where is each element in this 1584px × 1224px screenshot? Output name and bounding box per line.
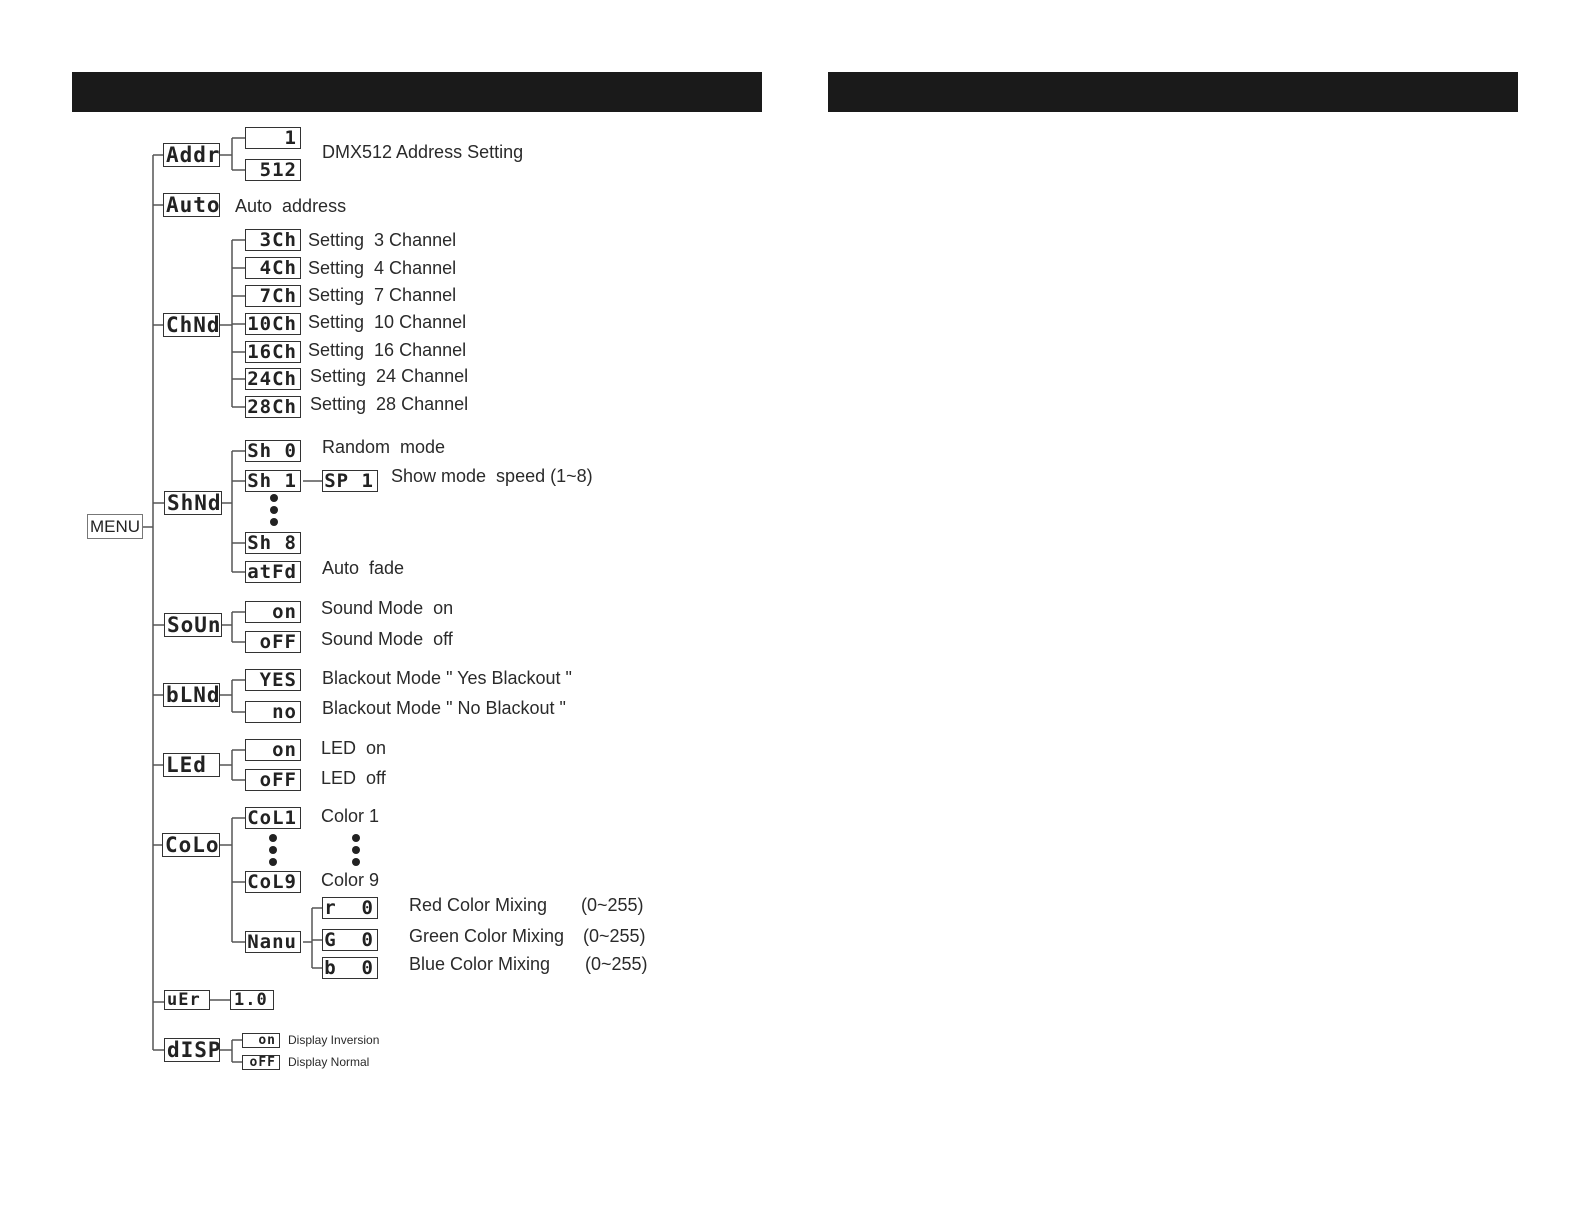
disp-off-label: Display Normal: [288, 1055, 370, 1069]
disp-display: dISP: [164, 1038, 220, 1062]
chnd-option-display: 7Ch: [245, 285, 301, 307]
led-display: LEd: [163, 753, 220, 777]
soun-display: SoUn: [164, 613, 222, 637]
led-off-display: oFF: [245, 769, 301, 791]
ellipsis-dot: [352, 834, 360, 842]
sh0-display: Sh 0: [245, 440, 301, 462]
shnd-display: ShNd: [164, 491, 222, 515]
auto-display: Auto: [163, 193, 220, 217]
disp-off-display: oFF: [242, 1055, 280, 1070]
ellipsis-dot: [270, 518, 278, 526]
addr-first-display: 1: [245, 127, 301, 149]
sh0-label: Random mode: [322, 437, 446, 457]
chnd-display: ChNd: [163, 313, 220, 337]
menu-root: MENU: [87, 514, 143, 539]
addr-display: Addr: [163, 143, 220, 167]
red-mix-label: Red Color Mixing: [409, 895, 548, 915]
blnd-display: bLNd: [163, 683, 220, 707]
sh1-speed-display: SP 1: [322, 470, 378, 492]
disp-on-display: on: [242, 1033, 280, 1048]
sh1-display: Sh 1: [245, 470, 301, 492]
color1-display: CoL1: [245, 807, 301, 829]
chnd-option-label: Setting 4 Channel: [308, 258, 457, 278]
red-mix-display: r 0: [322, 897, 378, 919]
blue-mix-range: (0~255): [585, 954, 648, 974]
chnd-option-label: Setting 7 Channel: [308, 285, 457, 305]
green-mix-range: (0~255): [583, 926, 646, 946]
ver-display: uEr: [164, 990, 210, 1010]
ellipsis-dot: [269, 846, 277, 854]
addr-label: DMX512 Address Setting: [322, 142, 524, 162]
led-off-label: LED off: [321, 768, 386, 788]
red-mix-range: (0~255): [581, 895, 644, 915]
addr-last-display: 512: [245, 159, 301, 181]
chnd-option-label: Setting 10 Channel: [308, 312, 467, 332]
color9-label: Color 9: [321, 870, 380, 890]
led-on-label: LED on: [321, 738, 387, 758]
blue-mix-display: b 0: [322, 957, 378, 979]
sound-off-display: oFF: [245, 631, 301, 653]
chnd-option-display: 10Ch: [245, 313, 301, 335]
ellipsis-dot: [270, 506, 278, 514]
sh8-display: Sh 8: [245, 532, 301, 554]
blackout-no-label: Blackout Mode " No Blackout ": [322, 698, 566, 718]
sound-on-display: on: [245, 601, 301, 623]
ver-value-display: 1.0: [230, 990, 274, 1010]
color9-display: CoL9: [245, 871, 301, 893]
chnd-option-display: 28Ch: [245, 396, 301, 418]
blackout-yes-label: Blackout Mode " Yes Blackout ": [322, 668, 572, 688]
chnd-option-display: 3Ch: [245, 229, 301, 251]
green-mix-display: G 0: [322, 929, 378, 951]
ellipsis-dot: [352, 846, 360, 854]
led-on-display: on: [245, 739, 301, 761]
green-mix-label: Green Color Mixing: [409, 926, 565, 946]
chnd-option-label: Setting 3 Channel: [308, 230, 457, 250]
blue-mix-label: Blue Color Mixing: [409, 954, 551, 974]
sh1-label: Show mode speed (1~8): [391, 466, 593, 486]
ellipsis-dot: [270, 494, 278, 502]
auto-label: Auto address: [235, 196, 347, 216]
blackout-no-display: no: [245, 701, 301, 723]
disp-on-label: Display Inversion: [288, 1033, 380, 1047]
atfd-display: atFd: [245, 561, 301, 583]
chnd-option-display: 24Ch: [245, 368, 301, 390]
ellipsis-dot: [269, 834, 277, 842]
chnd-option-label: Setting 24 Channel: [310, 366, 469, 386]
chnd-option-label: Setting 28 Channel: [310, 394, 469, 414]
atfd-label: Auto fade: [322, 558, 405, 578]
blackout-yes-display: YES: [245, 669, 301, 691]
sound-on-label: Sound Mode on: [321, 598, 454, 618]
color1-label: Color 1: [321, 806, 380, 826]
ellipsis-dot: [352, 858, 360, 866]
chnd-option-label: Setting 16 Channel: [308, 340, 467, 360]
colo-display: CoLo: [162, 833, 220, 857]
manu-display: Nanu: [245, 931, 301, 953]
ellipsis-dot: [269, 858, 277, 866]
chnd-option-display: 4Ch: [245, 257, 301, 279]
sound-off-label: Sound Mode off: [321, 629, 453, 649]
chnd-option-display: 16Ch: [245, 341, 301, 363]
